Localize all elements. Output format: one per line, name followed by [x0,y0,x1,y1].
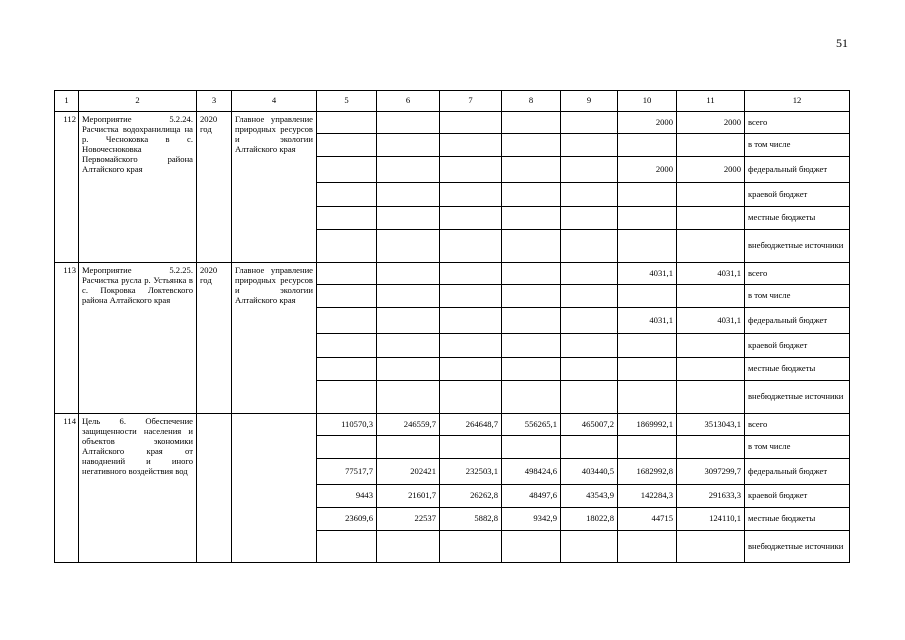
value-cell-col-10 [618,436,677,459]
value-cell-col-5 [317,358,377,381]
value-cell-col-8 [502,207,561,230]
value-cell-col-9: 403440,5 [561,459,618,485]
value-cell-col-6: 246559,7 [377,414,440,436]
funding-source: всего [745,112,850,134]
row-description: Мероприятие 5.2.25. Расчистка русла р. Устьянка в с. Покровка Локтевского района Алтайского края [79,263,197,414]
page-number: 51 [836,36,848,50]
value-cell-col-6 [377,358,440,381]
value-cell-col-6 [377,157,440,183]
value-cell-col-6 [377,112,440,134]
table-row [55,112,850,134]
value-cell-col-6 [377,308,440,334]
value-cell-col-10 [618,531,677,563]
value-cell-col-11: 4031,1 [677,308,745,334]
value-cell-col-7: 5882,8 [440,508,502,531]
value-cell-col-10: 1869992,1 [618,414,677,436]
value-cell-col-5 [317,157,377,183]
value-cell-col-7: 264648,7 [440,414,502,436]
value-cell-col-10 [618,334,677,358]
table-header [55,91,850,112]
value-cell-col-10: 4031,1 [618,308,677,334]
funding-source: всего [745,414,850,436]
value-cell-col-9 [561,134,618,157]
funding-source: федеральный бюджет [745,157,850,183]
value-cell-col-11 [677,230,745,263]
value-cell-col-8: 9342,9 [502,508,561,531]
value-cell-col-7 [440,207,502,230]
value-cell-col-5 [317,308,377,334]
value-cell-col-6 [377,207,440,230]
value-cell-col-6: 202421 [377,459,440,485]
value-cell-col-5 [317,381,377,414]
funding-source: местные бюджеты [745,207,850,230]
value-cell-col-9 [561,263,618,285]
header-col-1: 1 [55,91,79,112]
value-cell-col-11 [677,358,745,381]
funding-source: краевой бюджет [745,334,850,358]
value-cell-col-9 [561,112,618,134]
header-col-9: 9 [561,91,618,112]
value-cell-col-9 [561,381,618,414]
value-cell-col-9 [561,207,618,230]
header-col-7: 7 [440,91,502,112]
value-cell-col-10: 4031,1 [618,263,677,285]
value-cell-col-5: 77517,7 [317,459,377,485]
funding-source: в том числе [745,436,850,459]
value-cell-col-9 [561,308,618,334]
funding-source: в том числе [745,134,850,157]
table-row [55,414,850,436]
value-cell-col-11 [677,531,745,563]
value-cell-col-7 [440,308,502,334]
value-cell-col-6 [377,436,440,459]
value-cell-col-5 [317,263,377,285]
funding-source: в том числе [745,285,850,308]
value-cell-col-11: 3513043,1 [677,414,745,436]
header-col-4: 4 [232,91,317,112]
value-cell-col-7 [440,381,502,414]
header-col-12: 12 [745,91,850,112]
value-cell-col-9: 18022,8 [561,508,618,531]
table-row [55,263,850,285]
value-cell-col-8: 556265,1 [502,414,561,436]
value-cell-col-7 [440,263,502,285]
value-cell-col-7 [440,112,502,134]
value-cell-col-7 [440,436,502,459]
value-cell-col-11: 2000 [677,157,745,183]
value-cell-col-7 [440,230,502,263]
value-cell-col-10 [618,207,677,230]
value-cell-col-7 [440,134,502,157]
value-cell-col-11: 291633,3 [677,485,745,508]
value-cell-col-6 [377,230,440,263]
value-cell-col-11: 124110,1 [677,508,745,531]
value-cell-col-5 [317,230,377,263]
value-cell-col-10 [618,358,677,381]
value-cell-col-10 [618,183,677,207]
value-cell-col-8 [502,358,561,381]
value-cell-col-5 [317,531,377,563]
header-col-2: 2 [79,91,197,112]
value-cell-col-7: 232503,1 [440,459,502,485]
value-cell-col-8 [502,112,561,134]
value-cell-col-8 [502,263,561,285]
value-cell-col-11 [677,285,745,308]
value-cell-col-11 [677,207,745,230]
value-cell-col-10 [618,230,677,263]
row-responsible: Главное управление природных ресурсов и экологии Алтайского края [232,112,317,263]
value-cell-col-7 [440,183,502,207]
value-cell-col-9: 43543,9 [561,485,618,508]
row-responsible [232,414,317,563]
funding-source: всего [745,263,850,285]
value-cell-col-5: 110570,3 [317,414,377,436]
value-cell-col-9 [561,183,618,207]
row-description: Цель 6. Обеспечение защищенности населения и объектов экономики Алтайского края от наводнений и иного негативного воздействия вод [79,414,197,563]
value-cell-col-11: 2000 [677,112,745,134]
value-cell-col-11 [677,436,745,459]
value-cell-col-6 [377,531,440,563]
value-cell-col-8: 48497,6 [502,485,561,508]
value-cell-col-5 [317,183,377,207]
row-year: 2020 год [197,263,232,414]
value-cell-col-8 [502,381,561,414]
funding-source: федеральный бюджет [745,308,850,334]
value-cell-col-6 [377,263,440,285]
value-cell-col-10 [618,381,677,414]
value-cell-col-11 [677,183,745,207]
value-cell-col-6 [377,334,440,358]
header-col-5: 5 [317,91,377,112]
header-col-8: 8 [502,91,561,112]
value-cell-col-6: 21601,7 [377,485,440,508]
funding-source: внебюджетные источники [745,230,850,263]
value-cell-col-5: 23609,6 [317,508,377,531]
value-cell-col-6: 22537 [377,508,440,531]
value-cell-col-6 [377,381,440,414]
value-cell-col-9 [561,531,618,563]
value-cell-col-11: 3097299,7 [677,459,745,485]
header-col-3: 3 [197,91,232,112]
value-cell-col-8 [502,436,561,459]
value-cell-col-7 [440,285,502,308]
value-cell-col-10: 1682992,8 [618,459,677,485]
value-cell-col-10: 44715 [618,508,677,531]
funding-source: краевой бюджет [745,485,850,508]
value-cell-col-8: 498424,6 [502,459,561,485]
value-cell-col-7 [440,334,502,358]
funding-source: внебюджетные источники [745,531,850,563]
value-cell-col-10: 2000 [618,157,677,183]
funding-source: краевой бюджет [745,183,850,207]
row-description: Мероприятие 5.2.24. Расчистка водохранилища на р. Чесноковка в с. Новочесноковка Первомайского района Алтайского края [79,112,197,263]
row-year [197,414,232,563]
value-cell-col-8 [502,134,561,157]
value-cell-col-8 [502,285,561,308]
value-cell-col-8 [502,308,561,334]
value-cell-col-9 [561,436,618,459]
row-year: 2020 год [197,112,232,263]
value-cell-col-6 [377,183,440,207]
value-cell-col-9 [561,334,618,358]
value-cell-col-8 [502,157,561,183]
budget-table [54,90,850,563]
value-cell-col-5 [317,285,377,308]
value-cell-col-5: 9443 [317,485,377,508]
row-responsible: Главное управление природных ресурсов и экологии Алтайского края [232,263,317,414]
value-cell-col-5 [317,112,377,134]
row-index: 112 [55,112,79,263]
value-cell-col-9 [561,230,618,263]
value-cell-col-11 [677,134,745,157]
header-col-11: 11 [677,91,745,112]
value-cell-col-8 [502,230,561,263]
value-cell-col-9 [561,157,618,183]
funding-source: федеральный бюджет [745,459,850,485]
funding-source: местные бюджеты [745,508,850,531]
funding-source: местные бюджеты [745,358,850,381]
value-cell-col-6 [377,134,440,157]
value-cell-col-7 [440,358,502,381]
value-cell-col-11: 4031,1 [677,263,745,285]
value-cell-col-8 [502,183,561,207]
funding-source: внебюджетные источники [745,381,850,414]
row-index: 114 [55,414,79,563]
value-cell-col-8 [502,531,561,563]
value-cell-col-7 [440,157,502,183]
value-cell-col-5 [317,436,377,459]
value-cell-col-11 [677,381,745,414]
value-cell-col-9 [561,285,618,308]
value-cell-col-7: 26262,8 [440,485,502,508]
value-cell-col-8 [502,334,561,358]
value-cell-col-5 [317,134,377,157]
value-cell-col-10 [618,134,677,157]
value-cell-col-11 [677,334,745,358]
value-cell-col-10: 142284,3 [618,485,677,508]
value-cell-col-7 [440,531,502,563]
value-cell-col-5 [317,207,377,230]
value-cell-col-10: 2000 [618,112,677,134]
header-col-10: 10 [618,91,677,112]
value-cell-col-5 [317,334,377,358]
value-cell-col-9 [561,358,618,381]
value-cell-col-10 [618,285,677,308]
value-cell-col-6 [377,285,440,308]
value-cell-col-9: 465007,2 [561,414,618,436]
header-col-6: 6 [377,91,440,112]
row-index: 113 [55,263,79,414]
